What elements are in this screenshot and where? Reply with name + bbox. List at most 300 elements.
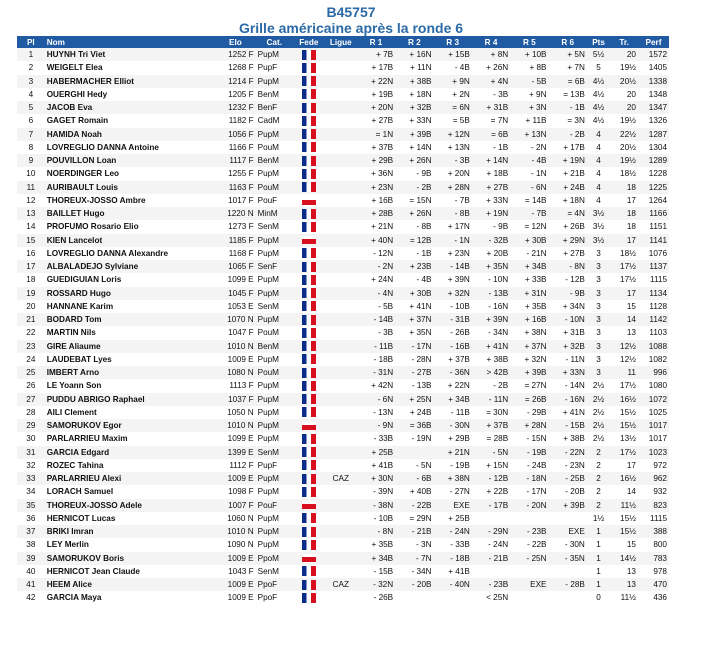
table-row[interactable] [17, 379, 669, 392]
federation-cell [293, 406, 325, 419]
round-6-result: + 27B [549, 247, 587, 260]
col-header-pl[interactable]: Pl [17, 36, 45, 48]
league-cell [325, 207, 357, 220]
round-6-result: + 31B [549, 326, 587, 339]
round-4-result [472, 512, 510, 525]
federation-cell [293, 167, 325, 180]
round-3-result: + 23N [433, 247, 471, 260]
category-cell: PupF [256, 61, 293, 74]
league-cell [325, 525, 357, 538]
round-1-result: - 15B [357, 565, 395, 578]
round-1-result: + 34B [357, 552, 395, 565]
france-flag-icon [302, 315, 316, 325]
performance-cell: 1228 [638, 167, 669, 180]
tiebreak-cell: 18½ [610, 167, 638, 180]
place-cell: 1 [17, 48, 45, 61]
place-cell: 38 [17, 538, 45, 551]
round-2-result: - 19N [395, 432, 433, 445]
round-2-result: = 36B [395, 419, 433, 432]
round-1-result: + 27B [357, 114, 395, 127]
round-5-result: + 16B [510, 313, 548, 326]
federation-cell [293, 512, 325, 525]
points-cell: 4½ [587, 88, 610, 101]
performance-cell: 1326 [638, 114, 669, 127]
federation-cell [293, 472, 325, 485]
round-5-result: + 30B [510, 234, 548, 247]
category-cell: PupM [256, 287, 293, 300]
round-1-result: - 4N [357, 287, 395, 300]
france-flag-icon [302, 50, 316, 60]
league-cell [325, 154, 357, 167]
round-2-result: - 6B [395, 472, 433, 485]
elo-cell: 1273 F [215, 220, 255, 233]
table-row[interactable] [17, 234, 669, 247]
table-row[interactable] [17, 525, 669, 538]
points-cell: 3 [587, 273, 610, 286]
france-flag-icon [302, 407, 316, 417]
performance-cell: 1103 [638, 326, 669, 339]
table-row[interactable] [17, 485, 669, 498]
round-6-result: - 2B [549, 128, 587, 141]
round-5-result: = 26B [510, 393, 548, 406]
elo-cell: 1099 E [215, 432, 255, 445]
round-4-result: + 33N [472, 194, 510, 207]
table-row[interactable] [17, 446, 669, 459]
col-header-perf[interactable]: Perf [638, 36, 669, 48]
france-flag-icon [302, 580, 316, 590]
col-header-fede[interactable]: Fede [293, 36, 325, 48]
league-cell [325, 419, 357, 432]
place-cell: 14 [17, 220, 45, 233]
table-row[interactable] [17, 220, 669, 233]
points-cell: 3 [587, 247, 610, 260]
round-2-result: - 21B [395, 525, 433, 538]
round-1-result: + 16B [357, 194, 395, 207]
league-cell [325, 512, 357, 525]
place-cell: 34 [17, 485, 45, 498]
table-row[interactable] [17, 326, 669, 339]
place-cell: 13 [17, 207, 45, 220]
player-name: LAUDEBAT Lyes [45, 353, 215, 366]
round-4-result: + 19N [472, 207, 510, 220]
elo-cell: 1163 F [215, 181, 255, 194]
elo-cell: 1050 N [215, 406, 255, 419]
table-row[interactable] [17, 260, 669, 273]
category-cell: PouF [256, 499, 293, 512]
category-cell: PupM [256, 393, 293, 406]
player-name: BRIKI Imran [45, 525, 215, 538]
player-name: KIEN Lancelot [45, 234, 215, 247]
france-flag-icon [302, 354, 316, 364]
federation-cell [293, 379, 325, 392]
round-2-result: + 39B [395, 128, 433, 141]
table-row[interactable] [17, 472, 669, 485]
round-2-result: + 30B [395, 287, 433, 300]
player-name: SAMORUKOV Boris [45, 552, 215, 565]
round-6-result: - 22N [549, 446, 587, 459]
round-2-result: - 27B [395, 366, 433, 379]
place-cell: 42 [17, 591, 45, 604]
tiebreak-cell: 18 [610, 207, 638, 220]
elo-cell: 1010 N [215, 525, 255, 538]
table-row[interactable] [17, 353, 669, 366]
round-3-result: - 40N [433, 578, 471, 591]
round-5-result: - 21N [510, 247, 548, 260]
round-2-result: - 13B [395, 379, 433, 392]
elo-cell: 1065 F [215, 260, 255, 273]
place-cell: 24 [17, 353, 45, 366]
league-cell [325, 194, 357, 207]
federation-cell [293, 393, 325, 406]
round-3-result: - 8B [433, 207, 471, 220]
tiebreak-cell: 13 [610, 578, 638, 591]
federation-cell [293, 565, 325, 578]
tiebreak-cell: 11½ [610, 499, 638, 512]
category-cell: SenF [256, 260, 293, 273]
table-row[interactable] [17, 273, 669, 286]
round-6-result: + 29N [549, 234, 587, 247]
table-row[interactable] [17, 565, 669, 578]
player-name: GARCIA Edgard [45, 446, 215, 459]
place-cell: 16 [17, 247, 45, 260]
league-cell [325, 446, 357, 459]
table-row[interactable] [17, 313, 669, 326]
col-header-cat[interactable]: Cat. [256, 36, 293, 48]
tiebreak-cell: 15½ [610, 406, 638, 419]
round-5-result: - 2N [510, 141, 548, 154]
performance-cell: 962 [638, 472, 669, 485]
table-row[interactable] [17, 114, 669, 127]
round-4-result: - 21B [472, 552, 510, 565]
col-header-elo[interactable]: Elo [215, 36, 255, 48]
tiebreak-cell: 17½ [610, 260, 638, 273]
category-cell: BenF [256, 101, 293, 114]
tiebreak-cell: 16½ [610, 472, 638, 485]
player-name: PARLARRIEU Alexi [45, 472, 215, 485]
points-cell: 2½ [587, 432, 610, 445]
player-name: HANNANE Karim [45, 300, 215, 313]
elo-cell: 1185 F [215, 234, 255, 247]
round-1-result: - 39N [357, 485, 395, 498]
table-row[interactable] [17, 101, 669, 114]
france-flag-icon [302, 248, 316, 258]
table-row[interactable] [17, 154, 669, 167]
league-cell [325, 406, 357, 419]
col-header-r6[interactable]: R 6 [549, 36, 587, 48]
round-3-result: + 34B [433, 393, 471, 406]
round-1-result: - 8N [357, 525, 395, 538]
points-cell: 1½ [587, 512, 610, 525]
round-5-result: + 37N [510, 340, 548, 353]
player-name: LORACH Samuel [45, 485, 215, 498]
category-cell: PupM [256, 538, 293, 551]
round-1-result: - 13N [357, 406, 395, 419]
player-name: HEEM Alice [45, 578, 215, 591]
federation-cell [293, 485, 325, 498]
round-4-result: + 14N [472, 154, 510, 167]
league-cell: CAZ [325, 472, 357, 485]
tiebreak-cell: 15½ [610, 525, 638, 538]
france-flag-icon [302, 209, 316, 219]
round-3-result: + 9N [433, 75, 471, 88]
table-row[interactable] [17, 499, 669, 512]
round-5-result: - 7B [510, 207, 548, 220]
round-6-result: - 8N [549, 260, 587, 273]
elo-cell: 1010 N [215, 340, 255, 353]
performance-cell: 1338 [638, 75, 669, 88]
points-cell: 3 [587, 287, 610, 300]
round-4-result: + 20B [472, 247, 510, 260]
performance-cell: 1080 [638, 379, 669, 392]
place-cell: 19 [17, 287, 45, 300]
round-6-result: + 18N [549, 194, 587, 207]
table-row[interactable] [17, 432, 669, 445]
round-1-result: + 28B [357, 207, 395, 220]
elo-cell: 1214 F [215, 75, 255, 88]
col-header-nom[interactable]: Nom [45, 36, 215, 48]
points-cell: 3 [587, 260, 610, 273]
col-header-r4[interactable]: R 4 [472, 36, 510, 48]
league-cell [325, 114, 357, 127]
col-header-r5[interactable]: R 5 [510, 36, 548, 48]
league-cell [325, 432, 357, 445]
player-name: ALBALADEJO Sylviane [45, 260, 215, 273]
federation-cell [293, 578, 325, 591]
round-4-result: + 18B [472, 167, 510, 180]
col-header-tr[interactable]: Tr. [610, 36, 638, 48]
elo-cell: 1009 E [215, 578, 255, 591]
league-cell [325, 366, 357, 379]
place-cell: 37 [17, 525, 45, 538]
round-3-result: + 25B [433, 512, 471, 525]
performance-cell: 932 [638, 485, 669, 498]
round-2-result: - 20B [395, 578, 433, 591]
table-row[interactable] [17, 366, 669, 379]
table-row[interactable] [17, 459, 669, 472]
place-cell: 4 [17, 88, 45, 101]
round-1-result: + 42N [357, 379, 395, 392]
col-header-pts[interactable]: Pts [587, 36, 610, 48]
category-cell: BenM [256, 88, 293, 101]
performance-cell: 1289 [638, 154, 669, 167]
round-5-result: EXE [510, 578, 548, 591]
round-2-result: + 38B [395, 75, 433, 88]
table-row[interactable] [17, 538, 669, 551]
performance-cell: 1304 [638, 141, 669, 154]
round-2-result: - 17N [395, 340, 433, 353]
category-cell: PupM [256, 432, 293, 445]
round-6-result: - 12B [549, 273, 587, 286]
round-2-result: + 11N [395, 61, 433, 74]
table-row[interactable] [17, 61, 669, 74]
table-row[interactable] [17, 207, 669, 220]
performance-cell: 1115 [638, 512, 669, 525]
round-3-result: + 29B [433, 432, 471, 445]
round-5-result [510, 591, 548, 604]
elo-cell: 1399 E [215, 446, 255, 459]
table-row[interactable] [17, 393, 669, 406]
round-4-result: - 11N [472, 393, 510, 406]
points-cell: 4 [587, 167, 610, 180]
tiebreak-cell: 13 [610, 565, 638, 578]
round-2-result: - 3N [395, 538, 433, 551]
category-cell: PupM [256, 512, 293, 525]
category-cell: PupF [256, 459, 293, 472]
tiebreak-cell: 17 [610, 459, 638, 472]
elo-cell: 1009 E [215, 591, 255, 604]
round-3-result: - 30N [433, 419, 471, 432]
elo-cell: 1070 N [215, 313, 255, 326]
round-1-result: + 17B [357, 61, 395, 74]
tiebreak-cell: 18½ [610, 247, 638, 260]
category-cell: PupM [256, 273, 293, 286]
table-row[interactable] [17, 194, 669, 207]
col-header-r3[interactable]: R 3 [433, 36, 471, 48]
elo-cell: 1117 F [215, 154, 255, 167]
round-4-result: = 30N [472, 406, 510, 419]
points-cell: 3½ [587, 220, 610, 233]
round-3-result: + 21N [433, 446, 471, 459]
place-cell: 32 [17, 459, 45, 472]
round-4-result: + 37B [472, 419, 510, 432]
standings-table [17, 36, 669, 605]
round-1-result: + 19B [357, 88, 395, 101]
round-5-result: + 3N [510, 101, 548, 114]
round-4-result: - 10N [472, 273, 510, 286]
round-5-result: - 15N [510, 432, 548, 445]
round-6-result: + 33N [549, 366, 587, 379]
col-header-r1[interactable]: R 1 [357, 36, 395, 48]
round-2-result: - 22B [395, 499, 433, 512]
tiebreak-cell: 15 [610, 538, 638, 551]
points-cell: 3 [587, 366, 610, 379]
round-4-result: - 3B [472, 88, 510, 101]
elo-cell: 1098 F [215, 485, 255, 498]
points-cell: 5½ [587, 48, 610, 61]
category-cell: PupM [256, 167, 293, 180]
player-name: GIRE Aliaume [45, 340, 215, 353]
performance-cell: 783 [638, 552, 669, 565]
table-row[interactable] [17, 75, 669, 88]
round-5-result: - 19B [510, 446, 548, 459]
table-row[interactable] [17, 287, 669, 300]
category-cell: SenM [256, 220, 293, 233]
place-cell: 11 [17, 181, 45, 194]
round-5-result: - 24B [510, 459, 548, 472]
table-row[interactable] [17, 300, 669, 313]
round-5-result: + 35B [510, 300, 548, 313]
league-cell [325, 591, 357, 604]
performance-cell: 1072 [638, 393, 669, 406]
round-3-result: - 36N [433, 366, 471, 379]
round-1-result: - 31N [357, 366, 395, 379]
round-2-result: - 28N [395, 353, 433, 366]
round-1-result: + 35B [357, 538, 395, 551]
table-row[interactable] [17, 406, 669, 419]
round-3-result: = 5B [433, 114, 471, 127]
points-cell: 2 [587, 485, 610, 498]
round-2-result: + 33N [395, 114, 433, 127]
round-3-result: + 38N [433, 472, 471, 485]
round-5-result: - 20N [510, 499, 548, 512]
points-cell: 3 [587, 326, 610, 339]
league-cell [325, 326, 357, 339]
round-5-result: - 22B [510, 538, 548, 551]
table-row[interactable] [17, 128, 669, 141]
tiebreak-cell: 13 [610, 326, 638, 339]
performance-cell: 1082 [638, 353, 669, 366]
place-cell: 7 [17, 128, 45, 141]
place-cell: 20 [17, 300, 45, 313]
elo-cell: 1043 F [215, 565, 255, 578]
table-row[interactable] [17, 141, 669, 154]
round-1-result: = 1N [357, 128, 395, 141]
round-1-result: + 36N [357, 167, 395, 180]
table-row[interactable] [17, 552, 669, 565]
round-1-result: - 2N [357, 260, 395, 273]
federation-cell [293, 88, 325, 101]
table-row[interactable] [17, 48, 669, 61]
table-row[interactable] [17, 512, 669, 525]
performance-cell: 1348 [638, 88, 669, 101]
round-6-result: + 19N [549, 154, 587, 167]
france-flag-icon [302, 328, 316, 338]
performance-cell: 1264 [638, 194, 669, 207]
round-3-result: - 16B [433, 340, 471, 353]
elo-cell: 1205 F [215, 88, 255, 101]
table-row[interactable] [17, 167, 669, 180]
category-cell: PupM [256, 247, 293, 260]
round-5-result: + 9N [510, 88, 548, 101]
tiebreak-cell: 18 [610, 181, 638, 194]
points-cell: 3 [587, 313, 610, 326]
round-6-result: - 30N [549, 538, 587, 551]
table-row[interactable] [17, 340, 669, 353]
table-row[interactable] [17, 578, 669, 591]
table-row[interactable] [17, 247, 669, 260]
round-1-result: - 18B [357, 353, 395, 366]
round-5-result: + 13N [510, 128, 548, 141]
col-header-r2[interactable]: R 2 [395, 36, 433, 48]
tiebreak-cell: 17 [610, 194, 638, 207]
table-row[interactable] [17, 591, 669, 604]
round-3-result: + 12N [433, 128, 471, 141]
league-cell [325, 167, 357, 180]
points-cell: 4 [587, 154, 610, 167]
poland-flag-icon [302, 501, 316, 509]
table-row[interactable] [17, 88, 669, 101]
round-2-result: - 2B [395, 181, 433, 194]
round-2-result: + 23B [395, 260, 433, 273]
round-6-result: = 13B [549, 88, 587, 101]
round-4-result: > 42B [472, 366, 510, 379]
federation-cell [293, 260, 325, 273]
place-cell: 12 [17, 194, 45, 207]
category-cell: PpoM [256, 552, 293, 565]
performance-cell: 1151 [638, 220, 669, 233]
performance-cell: 1142 [638, 313, 669, 326]
round-1-result: - 38N [357, 499, 395, 512]
category-cell: PupM [256, 353, 293, 366]
france-flag-icon [302, 381, 316, 391]
table-row[interactable] [17, 181, 669, 194]
round-5-result [510, 565, 548, 578]
round-3-result: + 39N [433, 273, 471, 286]
table-row[interactable] [17, 419, 669, 432]
col-header-ligue[interactable]: Ligue [325, 36, 357, 48]
round-4-result: - 13B [472, 287, 510, 300]
category-cell: MinM [256, 207, 293, 220]
